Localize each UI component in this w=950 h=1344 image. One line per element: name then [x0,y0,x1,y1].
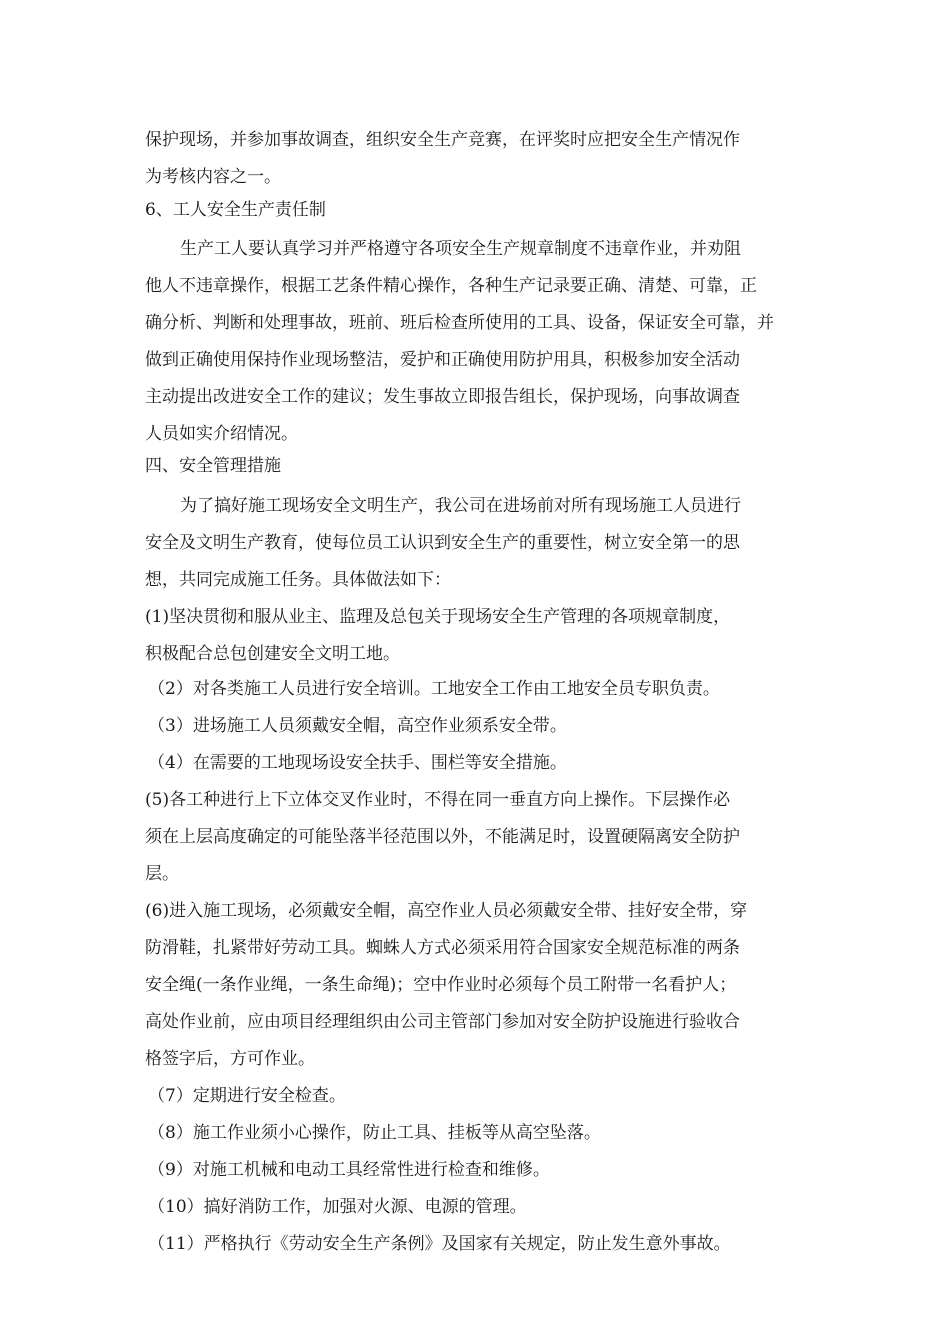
list-item: 积极配合总包创建安全文明工地。 [145,644,400,664]
list-item: 防滑鞋，扎紧带好劳动工具。蜘蛛人方式必须采用符合国家安全规范标准的两条 [145,938,740,958]
list-item: （2）对各类施工人员进行安全培训。工地安全工作由工地安全员专职负责。 [148,679,720,699]
paragraph-line: 想，共同完成施工任务。具体做法如下： [145,570,451,590]
list-item: 安全绳(一条作业绳，一条生命绳)；空中作业时必须每个员工附带一名看护人； [145,975,737,995]
paragraph-line: 确分析、判断和处理事故，班前、班后检查所使用的工具、设备，保证安全可靠，并 [145,313,774,333]
list-item: (5)各工种进行上下立体交叉作业时，不得在同一垂直方向上操作。下层操作必 [145,790,731,810]
paragraph-line: 生产工人要认真学习并严格遵守各项安全生产规章制度不违章作业，并劝阻 [180,239,741,259]
paragraph-line: 为考核内容之一。 [145,167,281,187]
list-item: 高处作业前，应由项目经理组织由公司主管部门参加对安全防护设施进行验收合 [145,1012,740,1032]
list-item: (1)坚决贯彻和服从业主、监理及总包关于现场安全生产管理的各项规章制度， [145,607,731,627]
list-item: （8）施工作业须小心操作，防止工具、挂板等从高空坠落。 [148,1123,601,1143]
list-item: （9）对施工机械和电动工具经常性进行检查和维修。 [148,1160,550,1180]
list-item: 层。 [145,864,179,884]
section-heading: 四、安全管理措施 [145,456,281,476]
list-item: 格签字后，方可作业。 [145,1049,315,1069]
list-item: （10）搞好消防工作，加强对火源、电源的管理。 [148,1197,527,1217]
paragraph-line: 保护现场，并参加事故调查，组织安全生产竞赛，在评奖时应把安全生产情况作 [145,130,740,150]
paragraph-line: 人员如实介绍情况。 [145,424,298,444]
paragraph-line: 为了搞好施工现场安全文明生产，我公司在进场前对所有现场施工人员进行 [180,496,741,516]
list-item: （11）严格执行《劳动安全生产条例》及国家有关规定，防止发生意外事故。 [148,1234,731,1254]
list-item: （7）定期进行安全检查。 [148,1086,346,1106]
paragraph-line: 主动提出改进安全工作的建议；发生事故立即报告组长，保护现场，向事故调查 [145,387,740,407]
paragraph-line: 做到正确使用保持作业现场整洁，爱护和正确使用防护用具，积极参加安全活动 [145,350,740,370]
section-heading: 6、工人安全生产责任制 [145,200,326,220]
list-item: 须在上层高度确定的可能坠落半径范围以外，不能满足时，设置硬隔离安全防护 [145,827,740,847]
list-item: （4）在需要的工地现场设安全扶手、围栏等安全措施。 [148,753,567,773]
paragraph-line: 他人不违章操作，根据工艺条件精心操作，各种生产记录要正确、清楚、可靠，正 [145,276,757,296]
paragraph-line: 安全及文明生产教育，使每位员工认识到安全生产的重要性，树立安全第一的思 [145,533,740,553]
list-item: (6)进入施工现场，必须戴安全帽，高空作业人员必须戴安全带、挂好安全带，穿 [145,901,748,921]
list-item: （3）进场施工人员须戴安全帽，高空作业须系安全带。 [148,716,567,736]
